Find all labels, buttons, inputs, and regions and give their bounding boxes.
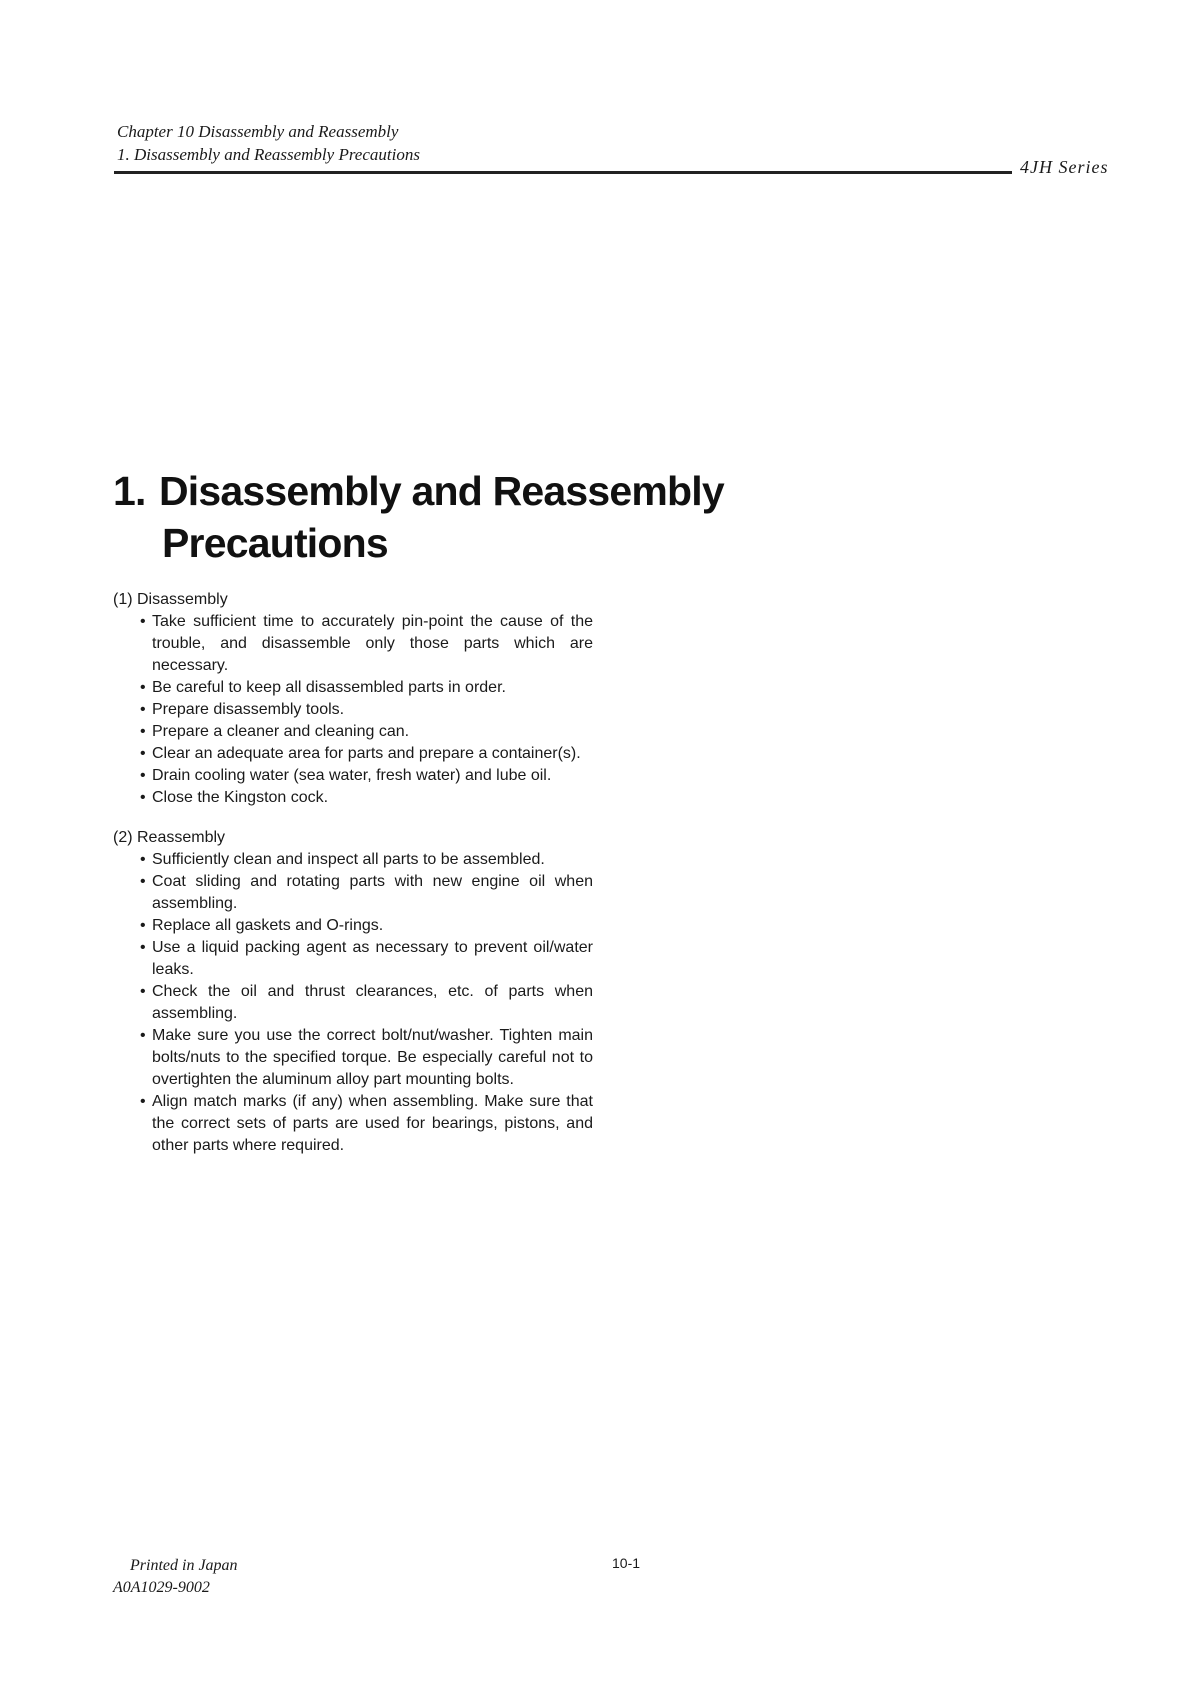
footer-code: A0A1029-9002 xyxy=(113,1579,210,1596)
section-heading: (2) Reassembly xyxy=(113,829,226,846)
section-disassembly xyxy=(113,589,593,809)
list-item: • Drain cooling water (sea water, fresh water) and lube oil. xyxy=(140,765,593,787)
list-item: • Check the oil and thrust clearances, etc. of parts when assembling. xyxy=(140,981,593,1025)
page-title-line1: Disassembly and Reassembly xyxy=(159,468,724,514)
list-item: • Close the Kingston cock. xyxy=(140,787,593,809)
list-item: • Make sure you use the correct bolt/nut/washer. Tighten main bolts/nuts to the specified torque. Be especially careful not to overtighten the aluminum alloy part mounting bolts. xyxy=(140,1025,593,1091)
list-item: • Sufficiently clean and inspect all parts to be assembled. xyxy=(140,849,593,871)
page-number: 10-1 xyxy=(612,1555,641,1571)
precautions-body xyxy=(113,589,593,1157)
list-item: • Prepare disassembly tools. xyxy=(140,699,593,721)
list-item: • Use a liquid packing agent as necessary to prevent oil/water leaks. xyxy=(140,937,593,981)
header-rule xyxy=(114,171,1012,174)
list-item: • Replace all gaskets and O-rings. xyxy=(140,915,593,937)
page-title-number: 1. xyxy=(113,468,146,514)
header-chapter: Chapter 10 Disassembly and Reassembly xyxy=(117,122,399,141)
list-item: • Prepare a cleaner and cleaning can. xyxy=(140,721,593,743)
page-title-line2: Precautions xyxy=(162,520,388,566)
page-title xyxy=(113,465,724,569)
disassembly-list xyxy=(113,611,593,809)
list-item: • Be careful to keep all disassembled parts in order. xyxy=(140,677,593,699)
list-item: • Align match marks (if any) when assembling. Make sure that the correct sets of parts are used for bearings, pistons, and other parts where required. xyxy=(140,1091,593,1157)
section-reassembly xyxy=(113,827,593,1157)
section-heading: (1) Disassembly xyxy=(113,591,228,608)
series-label: 4JH Series xyxy=(1020,157,1109,177)
list-item: • Take sufficient time to accurately pin-point the cause of the trouble, and disassemble only those parts which are necessary. xyxy=(140,611,593,677)
list-item: • Clear an adequate area for parts and prepare a container(s). xyxy=(140,743,593,765)
header-section: 1. Disassembly and Reassembly Precautions xyxy=(117,145,420,164)
list-item: • Coat sliding and rotating parts with new engine oil when assembling. xyxy=(140,871,593,915)
reassembly-list xyxy=(113,849,593,1157)
footer-printed: Printed in Japan xyxy=(130,1557,238,1574)
